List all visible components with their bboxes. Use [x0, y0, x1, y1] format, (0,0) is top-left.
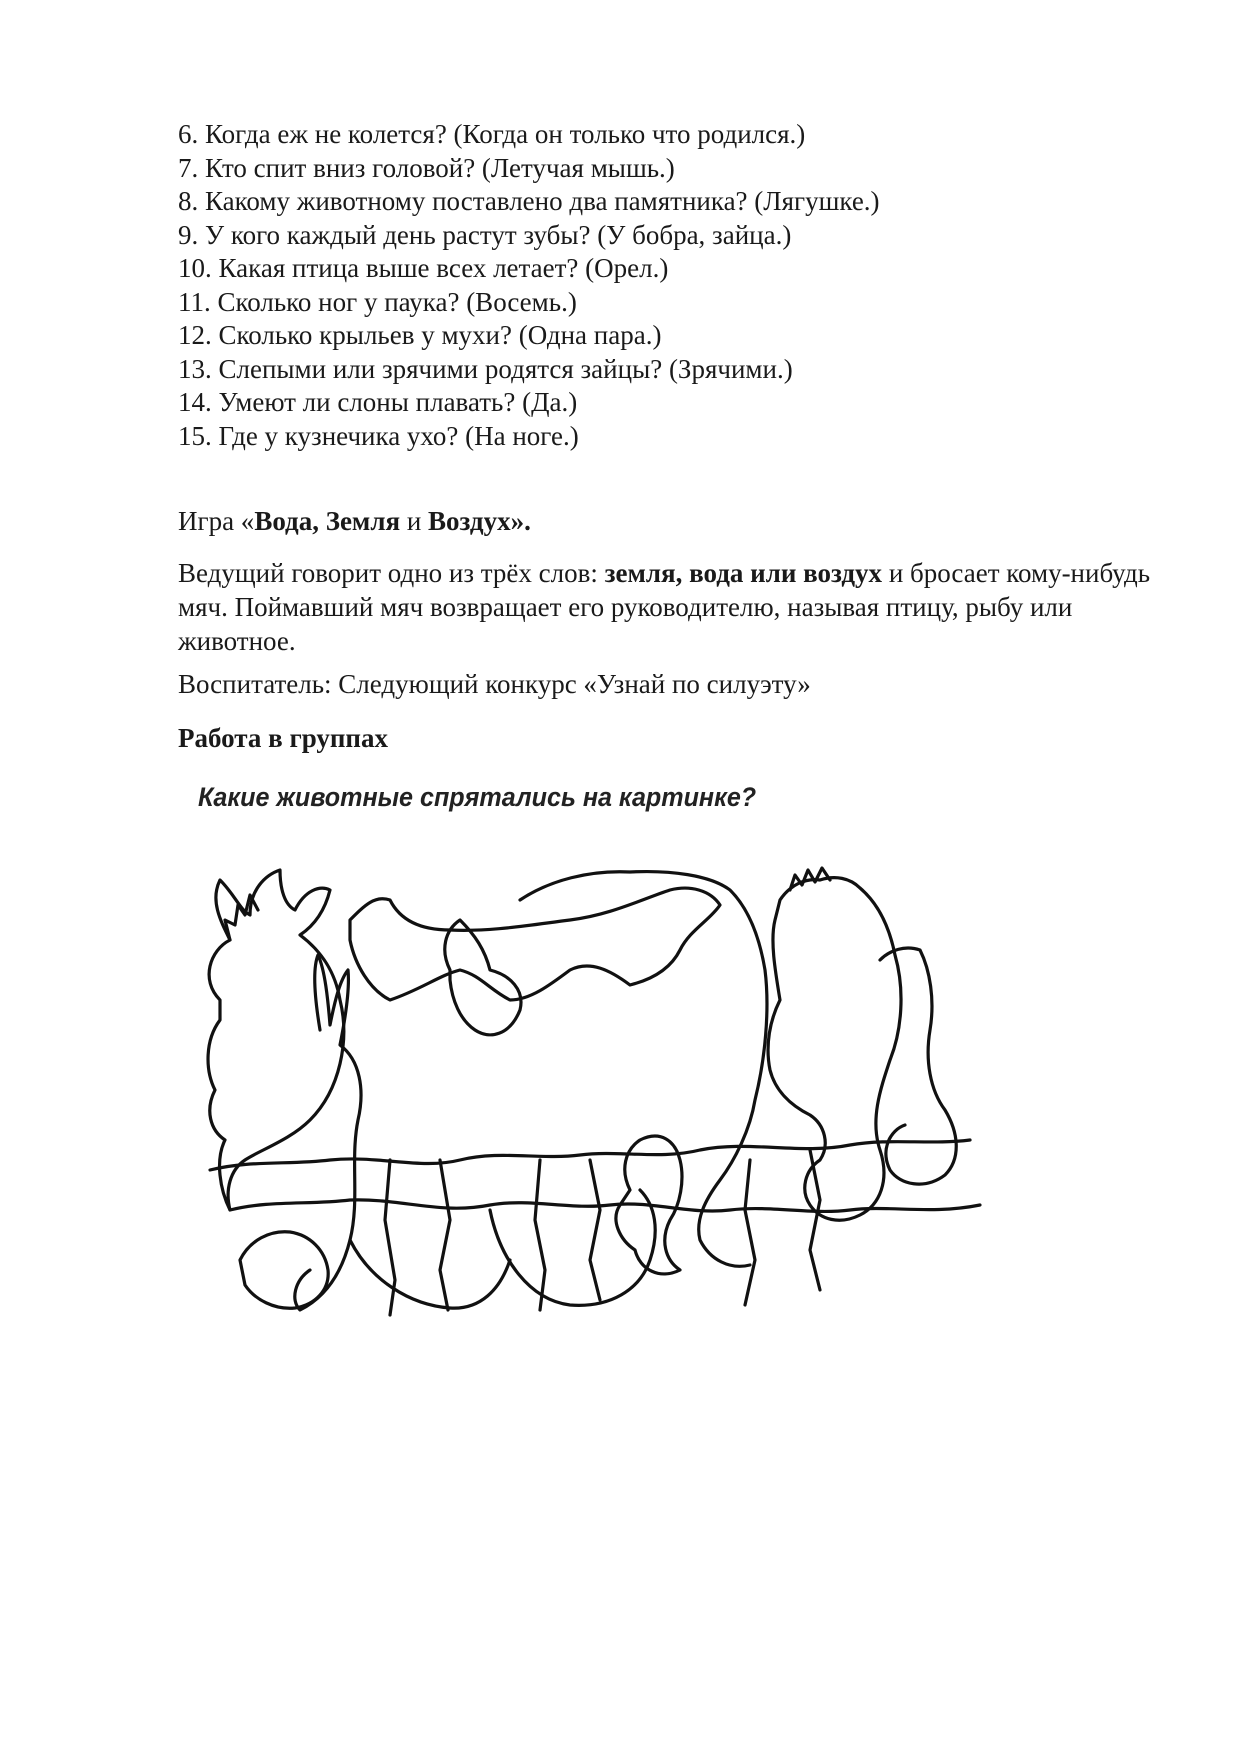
body-curve — [350, 1240, 510, 1308]
bear-outline — [520, 872, 767, 1267]
teacher-line: Воспитатель: Следующий конкурс «Узнай по силуэту» — [178, 669, 811, 699]
game-description-bold: земля, вода или воздух — [604, 558, 883, 588]
boar-outline — [768, 878, 901, 1221]
hidden-animals-silhouette-picture — [190, 860, 1020, 1330]
quiz-question: 15. Где у кузнечика ухо? (На ноге.) — [178, 420, 579, 451]
fox-outline — [350, 888, 720, 1000]
ground-line-2 — [230, 1200, 980, 1212]
game-title — [178, 505, 531, 538]
figure-caption: Какие животные спрятались на картинке? — [198, 782, 757, 812]
lynx-outline — [445, 920, 521, 1035]
game-description-start: Ведущий говорит одно из трёх слов: — [178, 558, 605, 588]
game-description-end: и бросает кому-нибудь мяч. Поймавший мяч возвращает его руководителю, называя птицу, рыбу или животное. — [178, 558, 1151, 656]
game-title-and: и — [400, 506, 429, 536]
animal-legs — [590, 1160, 600, 1300]
animal-legs — [385, 1160, 395, 1315]
bird-outline — [880, 948, 956, 1184]
quiz-question: 8. Какому животному поставлено два памятника? (Лягушке.) — [178, 186, 880, 216]
quiz-question: 14. Умеют ли слоны плавать? (Да.) — [178, 387, 578, 417]
game-title-word-1: Вода, Земля — [254, 506, 401, 536]
quiz-question: 10. Какая птица выше всех летает? (Орел.) — [178, 253, 669, 283]
quiz-question: 12. Сколько крыльев у мухи? (Одна пара.) — [178, 320, 662, 350]
animal-legs — [745, 1160, 755, 1305]
game-description — [178, 556, 1158, 658]
quiz-question: 9. У кого каждый день растут зубы? (У бобра, зайца.) — [178, 219, 792, 250]
group-work-heading: Работа в группах — [178, 723, 388, 753]
game-title-prefix: Игра « — [178, 506, 255, 536]
hedgehog-outline — [240, 1232, 328, 1309]
quiz-question: 11. Сколько ног у паука? (Восемь.) — [178, 286, 577, 317]
quiz-question: 6. Когда еж не колется? (Когда он только что родился.) — [178, 119, 806, 149]
antler-spikes — [225, 895, 258, 940]
game-title-word-2: Воздух». — [428, 506, 531, 536]
quiz-question: 13. Слепыми или зрячими родятся зайцы? (Зрячими.) — [178, 353, 793, 384]
hare-outline — [295, 955, 361, 1310]
quiz-question-list — [178, 118, 880, 453]
animal-legs — [535, 1160, 545, 1310]
animal-legs — [440, 1160, 450, 1310]
quiz-question: 7. Кто спит вниз головой? (Летучая мышь.) — [178, 152, 675, 183]
animal-legs — [810, 1150, 820, 1290]
